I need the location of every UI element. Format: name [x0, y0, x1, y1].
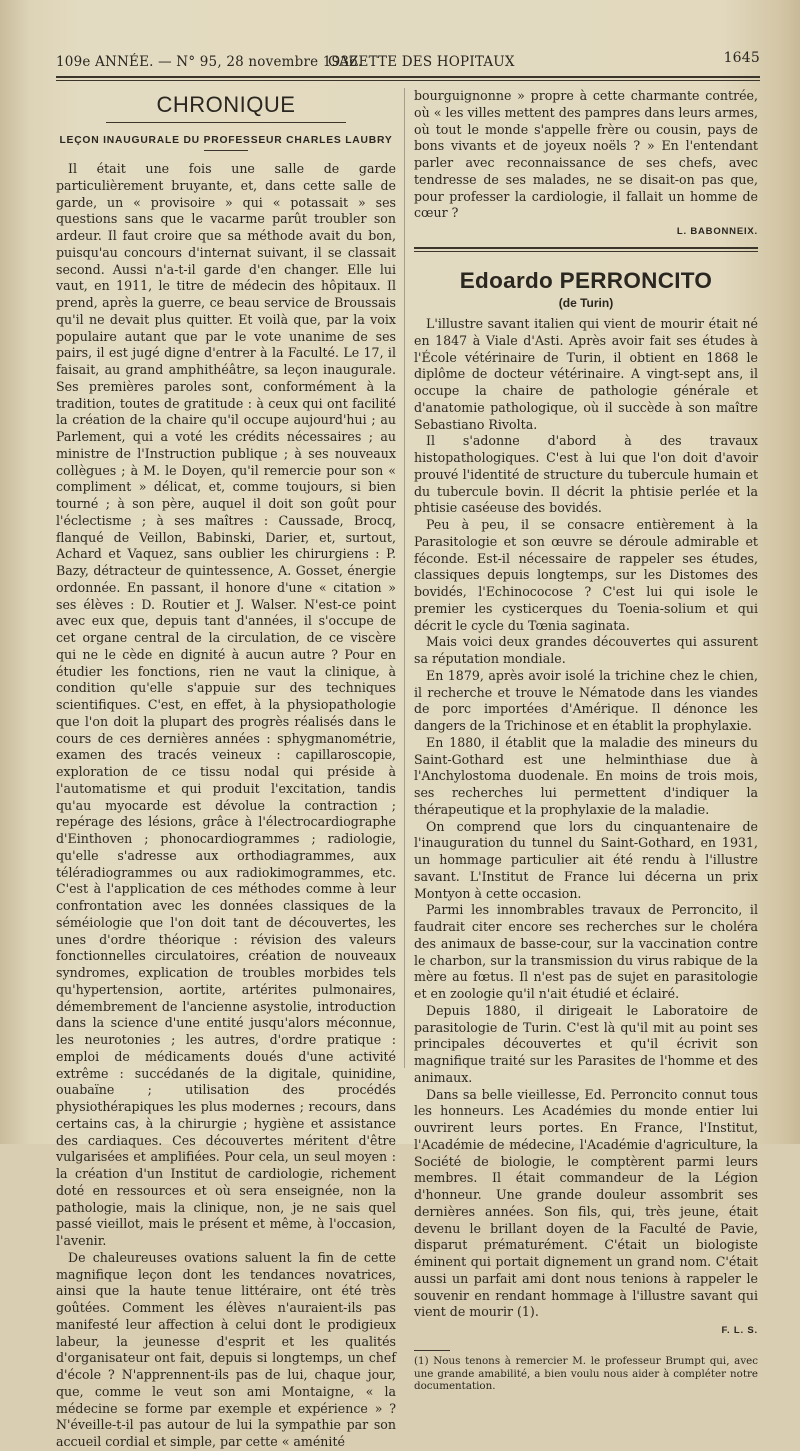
- article-title: LEÇON INAUGURALE DU PROFESSEUR CHARLES LAUBRY: [59, 135, 393, 146]
- footnote: (1) Nous tenons à remercier M. le professeur Brumpt qui, avec une grande amabilité, a bien voulu nous aider à compléter notre documentation.: [414, 1355, 758, 1392]
- section-rule-thick: [414, 247, 758, 249]
- paragraph: On comprend que lors du cinquantenaire de l'inauguration du tunnel du Saint-Gothard, en 1931, un hommage particulier ait été rendu à l'illustre savant. L'Institut de France lui décerna un prix Montyon à cette occasion.: [414, 818, 758, 901]
- paragraph: Peu à peu, il se consacre entièrement à la Parasitologie et son œuvre se déroule admirable et féconde. Est-il nécessaire de rappeler ses études, classiques depuis longtemps, sur les Distomes des bovidés, l'Echinococose ? C'est lui qui isole le premier les cysticerques du Toenia-solium et qui décrit le cycle du Tœnia saginata.: [414, 517, 758, 633]
- signature: F. L. S.: [721, 1325, 758, 1336]
- page-number: 1645: [723, 50, 760, 66]
- paragraph: Depuis 1880, il dirigeait le Laboratoire de parasitologie de Turin. C'est là qu'il mit au point ses principales découvertes et qu'il écrivit son magnifique traité sur les Parasites de l'homme et des animaux.: [414, 1002, 758, 1085]
- footnote-rule: [414, 1350, 450, 1351]
- signature: L. BABONNEIX.: [676, 226, 758, 237]
- column-divider: [404, 88, 405, 1068]
- header-rule-thin: [56, 80, 760, 81]
- paragraph: Il était une fois une salle de garde particulièrement bruyante, et, dans cette salle de garde, un « provisoire » qui « potassait » ses questions sans que le vacarme parût troubler son ardeur. Il faut croire que sa méthode avait du bon, puisqu'au concours d'internat suivant, il se classait second. Aussi n'a-t-il garde d'en changer. Elle lui vaut, en 1911, le titre de médecin des hôpitaux. Il prend, après la guerre, ce beau service de Broussais qu'il ne devait plus quitter. Et voilà que, par la voix populaire autant que par le vote unanime de ses pairs, il est jugé digne d'entrer à la Faculté. Le 17, il faisait, au grand amphithéâtre, sa leçon inaugurale. Ses premières paroles sont, conformément à la tradition, toutes de gratitude : à ceux qui ont facilité la création de la chaire qu'il occupe aujourd'hui ; au Parlement, qui a voté les crédits nécessaires ; au ministre de l'Instruction publique ; à ses nouveaux collègues ; à M. le Doyen, qu'il remercie pour son « compliment » délicat, et, comme toujours, si bien tourné ; à son père, auquel il doit son goût pour l'éclectisme ; à ses maîtres : Caussade, Brocq, flanqué de Veillon, Babinski, Darier, et, surtout, Achard et Vaquez, sans oublier les chirurgiens : P. Bazy, détracteur de quintessence, A. Gosset, énergie ordonnée. En passant, il honore d'une « citation » ses élèves : D. Routier et J. Walser. N'est-ce point avec eux que, depuis tant d'années, il s'occupe de cet organe central de la circulation, de ce viscère qui ne le cède en dignité à aucun autre ? Pour en étudier les fonctions, rien ne vaut la clinique, à condition qu'elle s'appuie sur des techniques scientifiques. C'est, en effet, à la physiopathologie que l'on doit la plupart des progrès réalisés dans le cours de ces dernières années : sphygmanométrie, examen des tracés veineux : capillaroscopie, exploration de ce tissu nodal qui préside à l'automatisme et qui produit l'excitation, tandis qu'au myocarde est dévolue la contraction ; repérage des lésions, grâce à l'électrocardiographe d'Einthoven ; phonocardiogrammes ; radiologie, qu'elle s'adresse aux orthodiagrammes, aux téléradiogrammes ou aux radiokimogrammes, etc. C'est à l'application de ces méthodes comme à leur confrontation avec les données classiques de la séméiologie que l'on doit tant de découvertes, les unes d'ordre théorique : révision des valeurs fonctionnelles circulatoires, création de nouveaux syndromes, explication de troubles morbides tels qu'hypertension, aortite, artérites pulmonaires, démembrement de l'ancienne asystolie, introduction dans la science d'une entité jusqu'alors méconnue, les neurotonies ; les autres, d'ordre pratique : emploi de médicaments doués d'une activité extrême : succédanés de la digitale, quinidine, ouabaïne ; utilisation des procédés physiothérapiques les plus modernes ; recours, dans certains cas, à la chirurgie ; hygiène et assistance des cardiaques. Ces découvertes méritent d'être vulgarisées et amplifiées. Pour cela, un seul moyen : la création d'un Institut de cardiologie, richement doté en ressources et où sera enseignée, non la pathologie, mais la clinique, non, je ne sais quel passé vieillot, mais le présent et même, à l'occasion, l'avenir.: [56, 161, 396, 1248]
- heading-rule: [106, 122, 346, 123]
- header-rule-thick: [56, 76, 760, 78]
- issue-info: 109e ANNÉE. — N° 95, 28 novembre 1936.: [56, 54, 363, 70]
- paragraph: Dans sa belle vieillesse, Ed. Perroncito connut tous les honneurs. Les Académies du monde entier lui ouvrirent leurs portes. En France, l'Institut, l'Académie de médecine, l'Académie d'agriculture, la Société de biologie, le comptèrent parmi leurs membres. Il était commandeur de la Légion d'honneur. Une grande douleur assombrit ses dernières années. Son fils, qui, très jeune, était devenu le brillant doyen de la Faculté de Pavie, disparut prématurément. C'était un biologiste éminent qui portait dignement un grand nom. C'était aussi un parfait ami dont nous tenions à rappeler le souvenir en rendant hommage à l'illustre savant qui vient de mourir (1).: [414, 1086, 758, 1320]
- left-column: [56, 92, 396, 1451]
- paragraph: L'illustre savant italien qui vient de mourir était né en 1847 à Viale d'Asti. Après avoir fait ses études à l'École vétérinaire de Turin, il obtient en 1868 le diplôme de docteur vétérinaire. A vingt-sept ans, il occupe la chaire de pathologie générale et d'anatomie pathologique, où il succède à son maître Sebastiano Rivolta.: [414, 316, 758, 432]
- paragraph: En 1879, après avoir isolé la trichine chez le chien, il recherche et trouve le Nématode dans les viandes de porc importées d'Amérique. Il dénonce les dangers de la Trichinose et en établit la prophylaxie.: [414, 667, 758, 733]
- paragraph: Il s'adonne d'abord à des travaux histopathologiques. C'est à lui que l'on doit d'avoir prouvé l'identité de structure du tubercule humain et du tubercule bovin. Il décrit la phtisie perlée et la phtisie caséeuse des bovidés.: [414, 433, 758, 516]
- obituary-title: Edoardo PERRONCITO: [459, 268, 713, 293]
- title-rule: [204, 150, 248, 151]
- paragraph: Mais voici deux grandes découvertes qui assurent sa réputation mondiale.: [414, 634, 758, 666]
- right-column: [414, 88, 758, 1393]
- paragraph: Parmi les innombrables travaux de Perroncito, il faudrait citer encore ses recherches sur le choléra des animaux de basse-cour, sur la vaccination contre le charbon, sur la transmission du virus rabique de la mère au fœtus. Il n'est pas de sujet en parasitologie et en zoologie qu'il n'ait étudié et éclairé.: [414, 902, 758, 1001]
- article-continuation: [414, 88, 758, 222]
- paragraph: bourguignonne » propre à cette charmante contrée, où « les villes mettent des pampres dans leurs armes, où tout le monde s'appelle frère ou cousin, pays de bons vivants et de joyeux noëls ? » En l'entendant parler avec reconnaissance de ses chefs, avec tendresse de ses malades, ne se disait-on pas que, pour professer la cardiologie, il fallait un homme de cœur ?: [414, 88, 758, 221]
- section-rule-thin: [414, 251, 758, 252]
- paragraph: De chaleureuses ovations saluent la fin de cette magnifique leçon dont les tendances novatrices, ainsi que la haute tenue littéraire, ont été très goûtées. Comment les élèves n'auraient-ils pas manifesté leur affection à celui dont le prodigieux labeur, la jeunesse d'esprit et les qualités d'organisateur ont fait, depuis si longtemps, un chef d'école ? N'apprennent-ils pas de lui, chaque jour, que, comme le veut son ami Montaigne, « la médecine se forme par exemple et expérience » ? N'éveille-t-il pas autour de lui la sympathie par son accueil cordial et simple, par cette « aménité: [56, 1249, 396, 1449]
- obituary-body: [414, 316, 758, 1321]
- publication-title: GAZETTE DES HOPITAUX: [328, 54, 515, 70]
- running-header: [56, 50, 760, 72]
- paragraph: En 1880, il établit que la maladie des mineurs du Saint-Gothard est une helminthiase due à l'Anchylostoma duodenale. En moins de trois mois, ses recherches lui permettent d'indiquer la thérapeutique et la prophylaxie de la maladie.: [414, 734, 758, 817]
- section-heading: CHRONIQUE: [156, 92, 296, 117]
- article-body: [56, 161, 396, 1451]
- obituary-subtitle: (de Turin): [558, 296, 614, 310]
